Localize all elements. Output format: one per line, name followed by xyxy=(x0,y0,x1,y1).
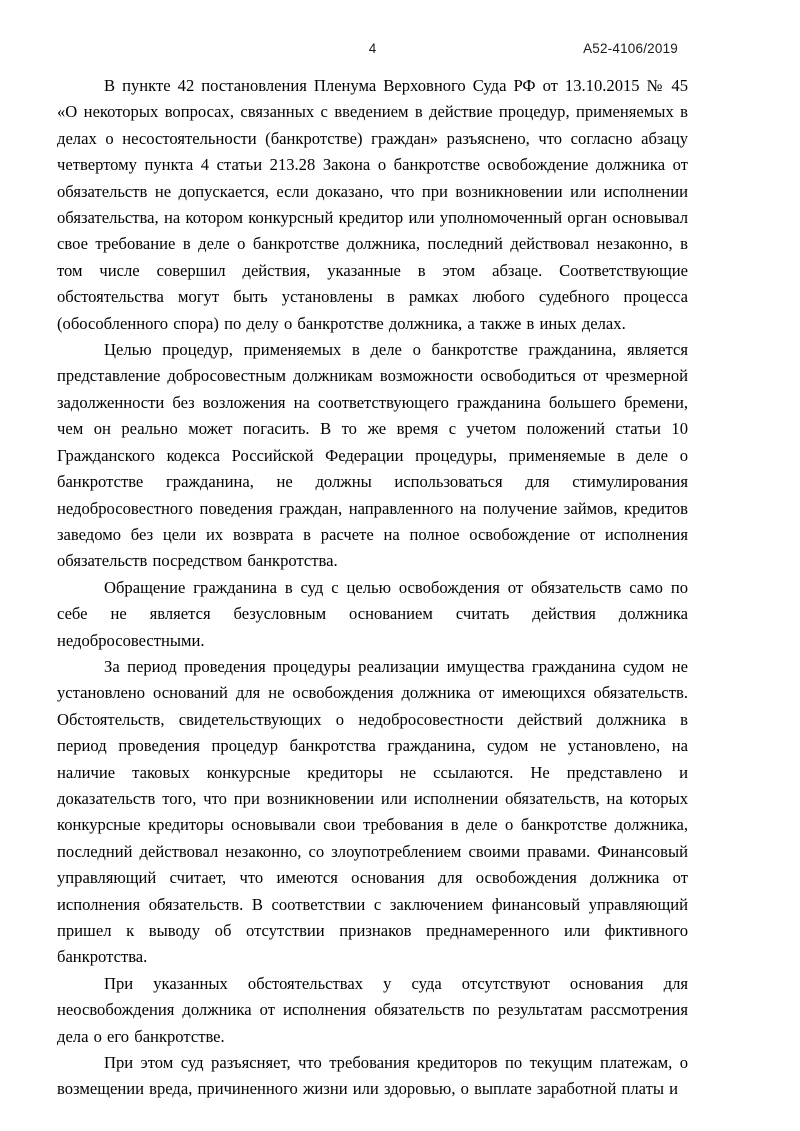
paragraph-procedure-goal: Целью процедур, применяемых в деле о банкротстве гражданина, является представление добросовестным должникам возможности освободиться от чрезмерной задолженности без возложения на соответствующего гражданина большего бремени, чем он реально может погасить. В то же время с учетом положений статьи 10 Гражданского кодекса Российской Федерации процедуры, применяемые в деле о банкротстве гражданина, не должны использоваться для стимулирования недобросовестного поведения граждан, направленного на получение займов, кредитов заведомо без цели их возврата в расчете на полное освобождение от исполнения обязательств посредством банкротства. xyxy=(57,340,688,571)
paragraph-plenum-42: В пункте 42 постановления Пленума Верховного Суда РФ от 13.10.2015 № 45 «О некоторых вопросах, связанных с введением в действие процедур, применяемых в делах о несостоятельности (банкротстве) граждан» разъяснено, что согласно абзацу четвертому пункта 4 статьи 213.28 Закона о банкротстве освобождение должника от обязательств не допускается, если доказано, что при возникновении или исполнении обязательства, на котором конкурсный кредитор или уполномоченный орган основывал свое требование в деле о банкротстве должника, последний действовал незаконно, в том числе совершил действия, указанные в этом абзаце. Соответствующие обстоятельства могут быть установлены в рамках любого судебного процесса (обособленного спора) по делу о банкротстве должника, а также в иных делах. xyxy=(57,76,688,333)
paragraph-court-conclusion: При указанных обстоятельствах у суда отсутствуют основания для неосвобождения должника от исполнения обязательств по результатам рассмотрения дела о его банкротстве. xyxy=(57,973,688,1046)
page-header xyxy=(57,40,688,60)
page-number: 4 xyxy=(368,41,377,56)
paragraph-no-bad-faith-found: За период проведения процедуры реализации имущества гражданина судом не установлено оснований для не освобождения должника от имеющихся обязательств. Обстоятельств, свидетельствующих о недобросовестности действий должника в период проведения процедур банкротства гражданина, судом не установлено, на наличие таковых конкурсные кредиторы не ссылаются. Не представлено и доказательств того, что при возникновении или исполнении обязательств, на которых конкурсные кредиторы основывали свои требования в деле о банкротстве должника, последний действовал незаконно, со злоупотреблением своими правами. Финансовый управляющий считает, что имеются основания для освобождения должника от исполнения обязательств. В соответствии с заключением финансовый управляющий пришел к выводу об отсутствии признаков преднамеренного или фиктивного банкротства. xyxy=(57,656,688,967)
case-number: А52-4106/2019 xyxy=(583,41,678,56)
paragraph-court-appeal: Обращение гражданина в суд с целью освобождения от обязательств само по себе не является безусловным основанием считать действия должника недобросовестными. xyxy=(57,577,688,650)
paragraph-court-clarification: При этом суд разъясняет, что требования кредиторов по текущим платежам, о возмещении вреда, причиненного жизни или здоровью, о выплате заработной платы и xyxy=(57,1053,688,1099)
document-body xyxy=(57,73,688,1103)
